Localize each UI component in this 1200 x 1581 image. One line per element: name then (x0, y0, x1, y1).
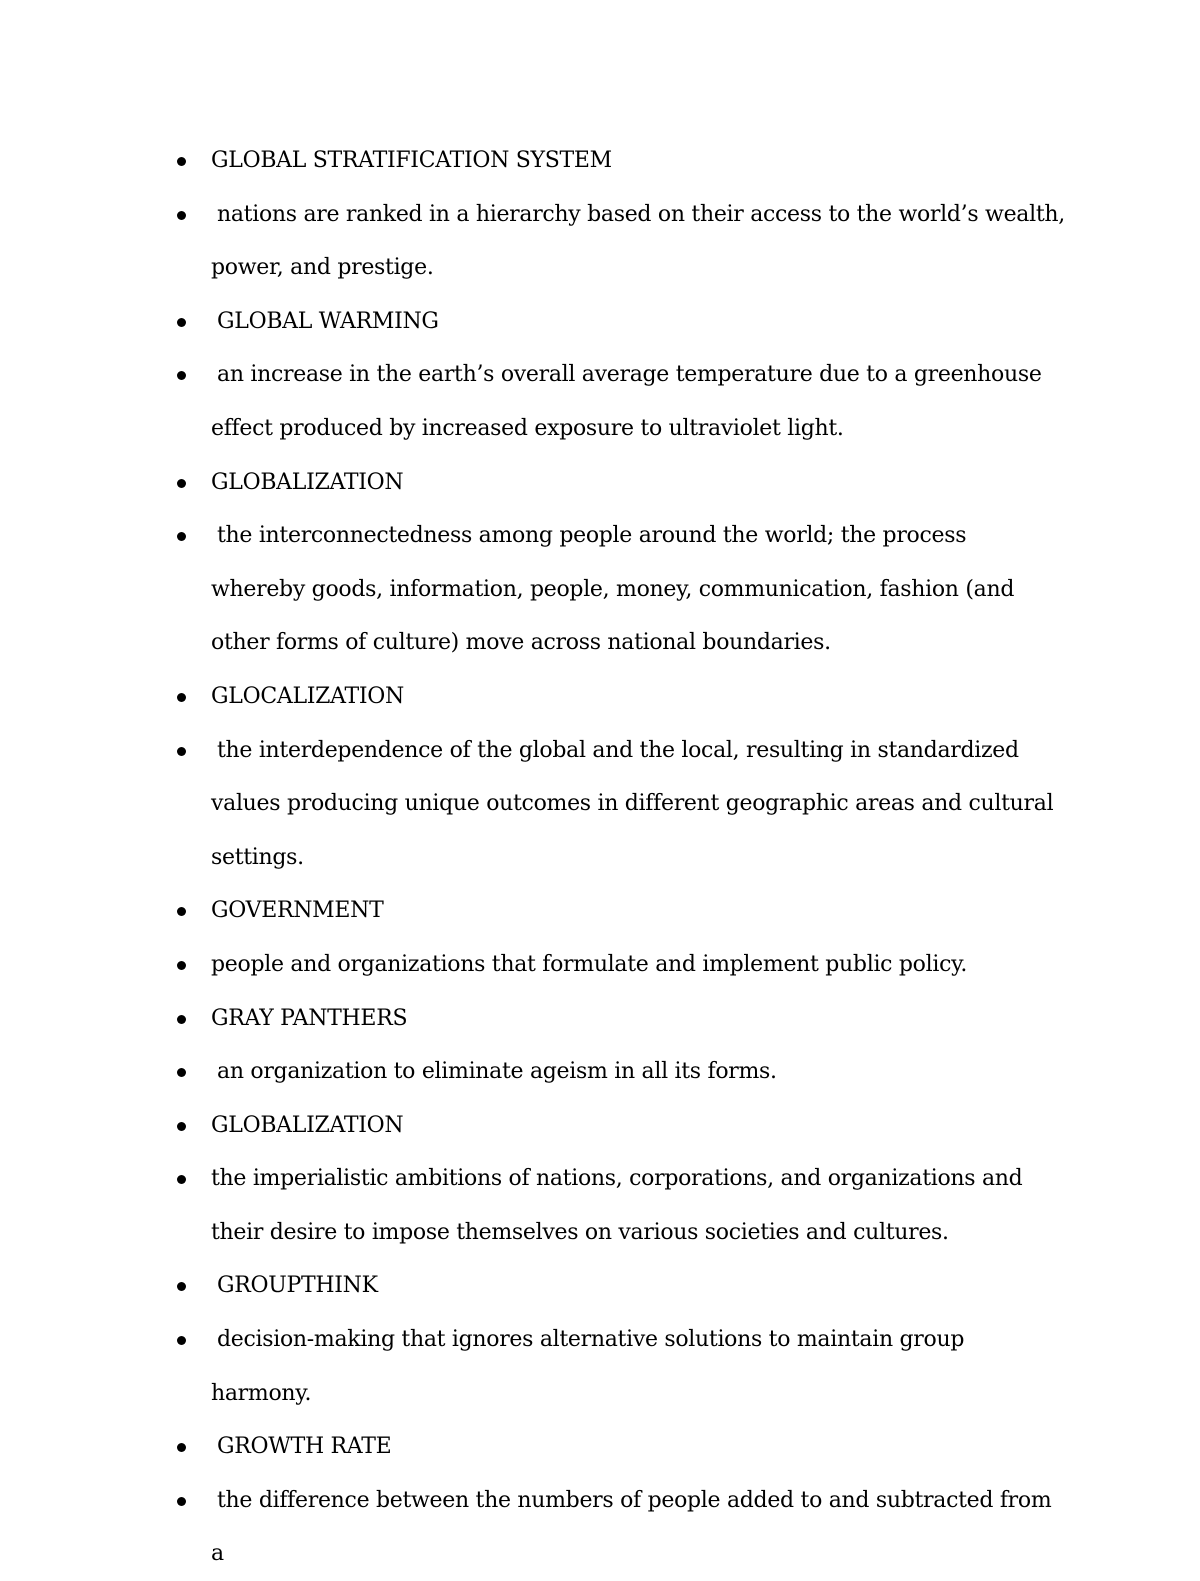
bullet-icon (177, 693, 186, 702)
glossary-definition: the interdependence of the global and the local, resulting in standardized values producing unique outcomes in different geographic areas and cultural settings. (211, 737, 1054, 870)
glossary-term: GROUPTHINK (217, 1273, 378, 1299)
bullet-icon (177, 1336, 186, 1345)
bullet-icon (177, 532, 186, 541)
glossary-definition: the interconnectedness among people around the world; the process whereby goods, information, people, money, communication, fashion (and other forms of culture) move across national boundaries. (211, 523, 1015, 656)
glossary-term: GLOBALIZATION (211, 469, 404, 495)
list-item (175, 1420, 1065, 1474)
bullet-icon (177, 1282, 186, 1291)
list-item (175, 1313, 1065, 1420)
list-item (175, 1152, 1065, 1259)
list-item (175, 992, 1065, 1046)
bullet-icon (177, 318, 186, 327)
bullet-icon (177, 1122, 186, 1131)
bullet-icon (177, 1443, 186, 1452)
bullet-icon (177, 157, 186, 166)
bullet-icon (177, 747, 186, 756)
glossary-definition: decision-making that ignores alternative solutions to maintain group harmony. (211, 1327, 965, 1406)
bullet-icon (177, 961, 186, 970)
list-item (175, 348, 1065, 455)
glossary-list (175, 134, 1065, 1581)
bullet-icon (177, 907, 186, 916)
list-item (175, 724, 1065, 885)
glossary-term: GOVERNMENT (211, 898, 384, 924)
list-item (175, 1474, 1065, 1581)
glossary-definition: an organization to eliminate ageism in all its forms. (217, 1059, 777, 1085)
list-item (175, 134, 1065, 188)
bullet-icon (177, 371, 186, 380)
list-item (175, 509, 1065, 670)
list-item (175, 1259, 1065, 1313)
bullet-icon (177, 211, 186, 220)
list-item (175, 295, 1065, 349)
glossary-definition: nations are ranked in a hierarchy based on their access to the world’s wealth, power, and prestige. (211, 201, 1065, 281)
bullet-icon (177, 1497, 186, 1506)
bullet-icon (177, 1175, 186, 1184)
glossary-term: GLOBALIZATION (211, 1112, 404, 1138)
glossary-definition: an increase in the earth’s overall average temperature due to a greenhouse effect produced by increased exposure to ultraviolet light. (211, 362, 1042, 441)
glossary-term: GROWTH RATE (217, 1434, 392, 1460)
list-item (175, 938, 1065, 992)
glossary-definition: people and organizations that formulate and implement public policy. (211, 951, 968, 977)
glossary-term: GLOCALIZATION (211, 683, 404, 709)
bullet-icon (177, 479, 186, 488)
bullet-icon (177, 1015, 186, 1024)
list-item (175, 188, 1065, 295)
bullet-icon (177, 1068, 186, 1077)
glossary-term: GRAY PANTHERS (211, 1005, 408, 1031)
list-item (175, 884, 1065, 938)
list-item (175, 1045, 1065, 1099)
glossary-definition: the imperialistic ambitions of nations, corporations, and organizations and their desire to impose themselves on various societies and cultures. (211, 1166, 1023, 1245)
list-item (175, 670, 1065, 724)
list-item (175, 1099, 1065, 1153)
glossary-term: GLOBAL WARMING (217, 308, 439, 334)
list-item (175, 456, 1065, 510)
glossary-term: GLOBAL STRATIFICATION SYSTEM (211, 148, 612, 173)
glossary-definition: the difference between the numbers of people added to and subtracted from a (211, 1487, 1052, 1567)
